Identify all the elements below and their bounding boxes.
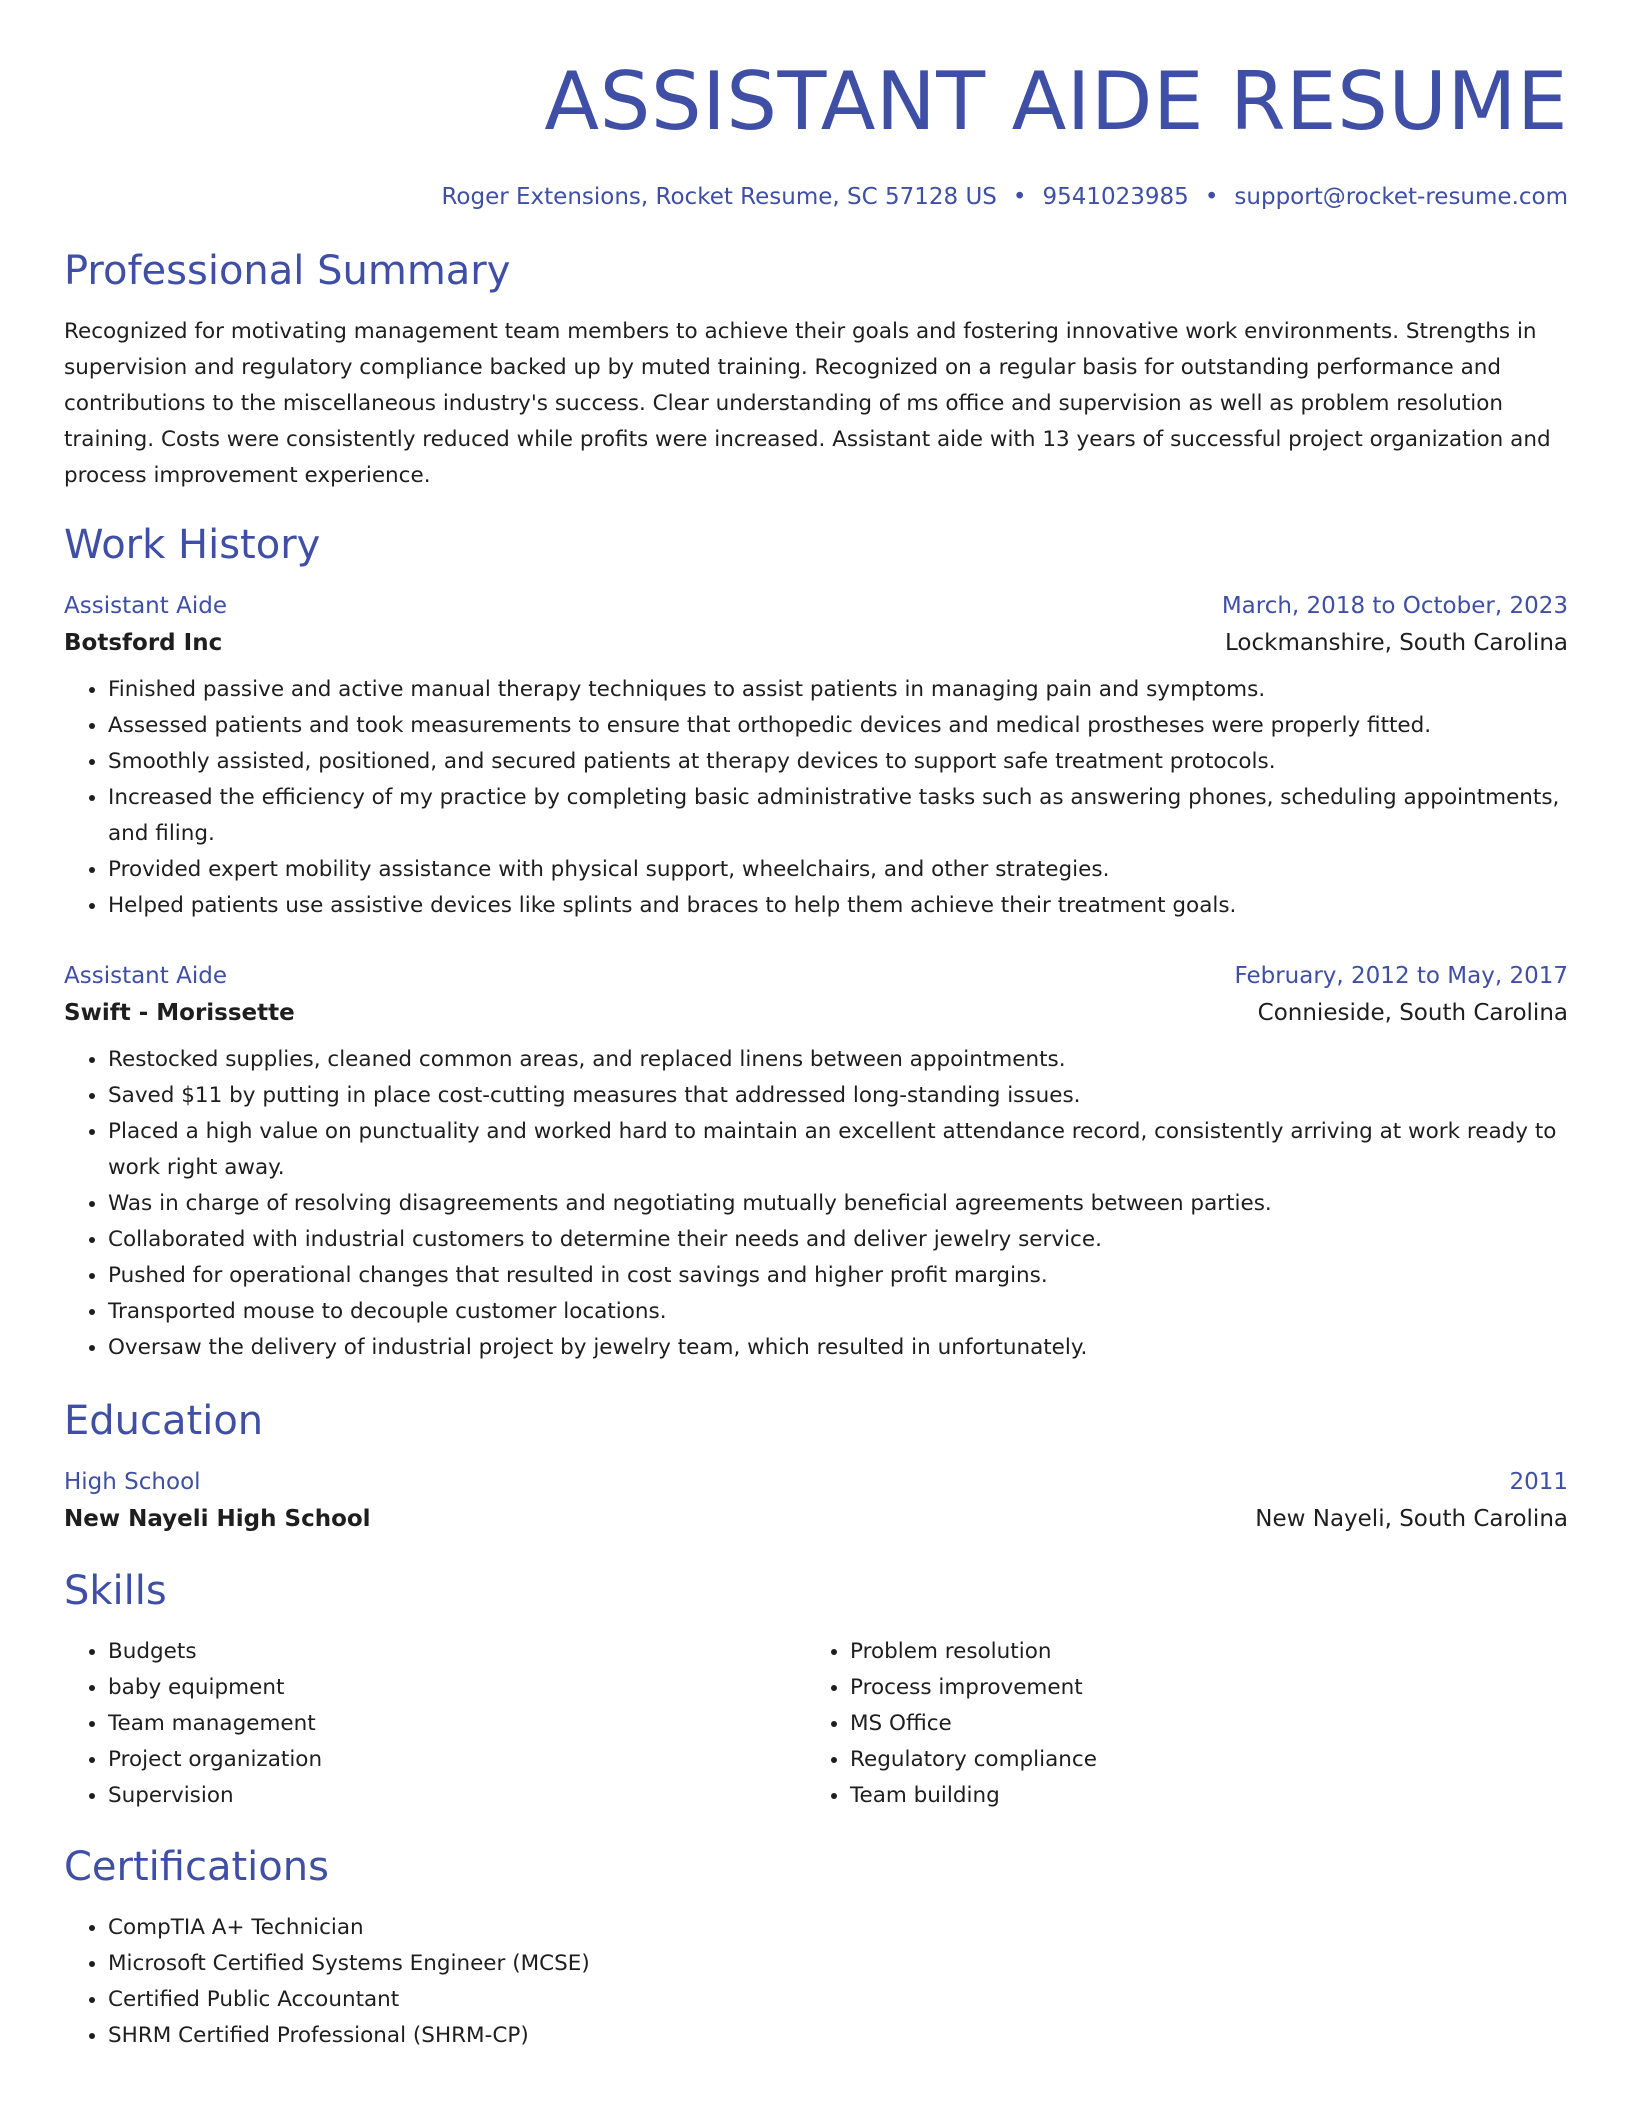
- education-school: New Nayeli High School: [64, 1506, 371, 1532]
- job-dates: March, 2018 to October, 2023: [1221, 593, 1568, 619]
- list-item: • CompTIA A+ Technician: [108, 1910, 1568, 1946]
- certifications-list: [64, 1910, 1568, 2054]
- job-header-row: [64, 958, 1568, 994]
- skills-list-right: [806, 1634, 1568, 1814]
- job-company: Swift - Morissette: [64, 1000, 295, 1026]
- list-item: • Project organization: [108, 1742, 806, 1778]
- job-header-row: [64, 588, 1568, 624]
- resume-title: ASSISTANT AIDE RESUME: [544, 55, 1568, 148]
- list-item: • Budgets: [108, 1634, 806, 1670]
- list-item: • Restocked supplies, cleaned common areas, and replaced linens between appointments.: [108, 1042, 1568, 1078]
- list-item: • Assessed patients and took measurements to ensure that orthopedic devices and medical prostheses were properly fitted.: [108, 708, 1568, 744]
- list-item: • Increased the efficiency of my practice by completing basic administrative tasks such as answering phones, scheduling appointments, and filing.: [108, 780, 1568, 852]
- list-item: • Problem resolution: [850, 1634, 1568, 1670]
- list-item: • Placed a high value on punctuality and worked hard to maintain an excellent attendance record, consistently arriving at work ready to work right away.: [108, 1114, 1568, 1186]
- skills-grid: [64, 1634, 1568, 1814]
- section-title-certifications: Certifications: [64, 1844, 329, 1890]
- section-title-summary: Professional Summary: [64, 248, 511, 294]
- contact-line: [64, 182, 1568, 212]
- skills-section: [64, 1566, 1568, 1814]
- professional-summary-section: [64, 246, 1568, 494]
- education-header-row: [64, 1464, 1568, 1500]
- education-location: New Nayeli, South Carolina: [1255, 1506, 1568, 1532]
- job-location: Lockmanshire, South Carolina: [1225, 630, 1568, 656]
- skills-list-left: [64, 1634, 806, 1814]
- job-role: Assistant Aide: [64, 963, 227, 989]
- contact-separator: •: [1204, 184, 1219, 210]
- list-item: • Was in charge of resolving disagreements and negotiating mutually beneficial agreements between parties.: [108, 1186, 1568, 1222]
- section-title-skills: Skills: [64, 1568, 167, 1614]
- job-company-row: [64, 994, 1568, 1032]
- job-entry: [64, 588, 1568, 924]
- contact-phone: 9541023985: [1042, 184, 1189, 210]
- list-item: • Supervision: [108, 1778, 806, 1814]
- job-bullets: [64, 1042, 1568, 1366]
- contact-address: Roger Extensions, Rocket Resume, SC 57128 US: [441, 184, 997, 210]
- education-school-row: [64, 1500, 1568, 1538]
- resume-header: [64, 52, 1568, 212]
- job-role: Assistant Aide: [64, 593, 227, 619]
- list-item: • Finished passive and active manual therapy techniques to assist patients in managing pain and symptoms.: [108, 672, 1568, 708]
- list-item: • Pushed for operational changes that resulted in cost savings and higher profit margins.: [108, 1258, 1568, 1294]
- education-degree: High School: [64, 1469, 201, 1495]
- list-item: • Certified Public Accountant: [108, 1982, 1568, 2018]
- job-company-row: [64, 624, 1568, 662]
- job-entry: [64, 958, 1568, 1366]
- section-title-education: Education: [64, 1398, 264, 1444]
- section-title-work: Work History: [64, 522, 321, 568]
- job-bullets: [64, 672, 1568, 924]
- list-item: • Oversaw the delivery of industrial project by jewelry team, which resulted in unfortunately.: [108, 1330, 1568, 1366]
- education-section: [64, 1396, 1568, 1538]
- list-item: • Team management: [108, 1706, 806, 1742]
- summary-text: Recognized for motivating management team members to achieve their goals and fostering innovative work environments. Strengths in supervision and regulatory compliance backed up by muted training. Recognized on a regular basis for outstanding performance and contributions to the miscellaneous industry's success. Clear understanding of ms office and supervision as well as problem resolution training. Costs were consistently reduced while profits were increased. Assistant aide with 13 years of successful project organization and process improvement experience.: [64, 319, 1551, 488]
- job-location: Connieside, South Carolina: [1257, 1000, 1568, 1026]
- list-item: • Saved $11 by putting in place cost-cutting measures that addressed long-standing issues.: [108, 1078, 1568, 1114]
- list-item: • Regulatory compliance: [850, 1742, 1568, 1778]
- list-item: • Helped patients use assistive devices like splints and braces to help them achieve their treatment goals.: [108, 888, 1568, 924]
- list-item: • SHRM Certified Professional (SHRM-CP): [108, 2018, 1568, 2054]
- work-history-section: [64, 520, 1568, 1366]
- list-item: • Provided expert mobility assistance with physical support, wheelchairs, and other strategies.: [108, 852, 1568, 888]
- list-item: • MS Office: [850, 1706, 1568, 1742]
- education-entry: [64, 1464, 1568, 1538]
- list-item: • baby equipment: [108, 1670, 806, 1706]
- contact-separator: •: [1012, 184, 1027, 210]
- list-item: • Transported mouse to decouple customer locations.: [108, 1294, 1568, 1330]
- job-company: Botsford Inc: [64, 630, 223, 656]
- list-item: • Team building: [850, 1778, 1568, 1814]
- list-item: • Microsoft Certified Systems Engineer (MCSE): [108, 1946, 1568, 1982]
- list-item: • Process improvement: [850, 1670, 1568, 1706]
- list-item: • Collaborated with industrial customers to determine their needs and deliver jewelry service.: [108, 1222, 1568, 1258]
- job-dates: February, 2012 to May, 2017: [1234, 963, 1568, 989]
- certifications-section: [64, 1842, 1568, 2054]
- education-year: 2011: [1509, 1469, 1568, 1495]
- list-item: • Smoothly assisted, positioned, and secured patients at therapy devices to support safe treatment protocols.: [108, 744, 1568, 780]
- contact-email: support@rocket-resume.com: [1234, 184, 1568, 210]
